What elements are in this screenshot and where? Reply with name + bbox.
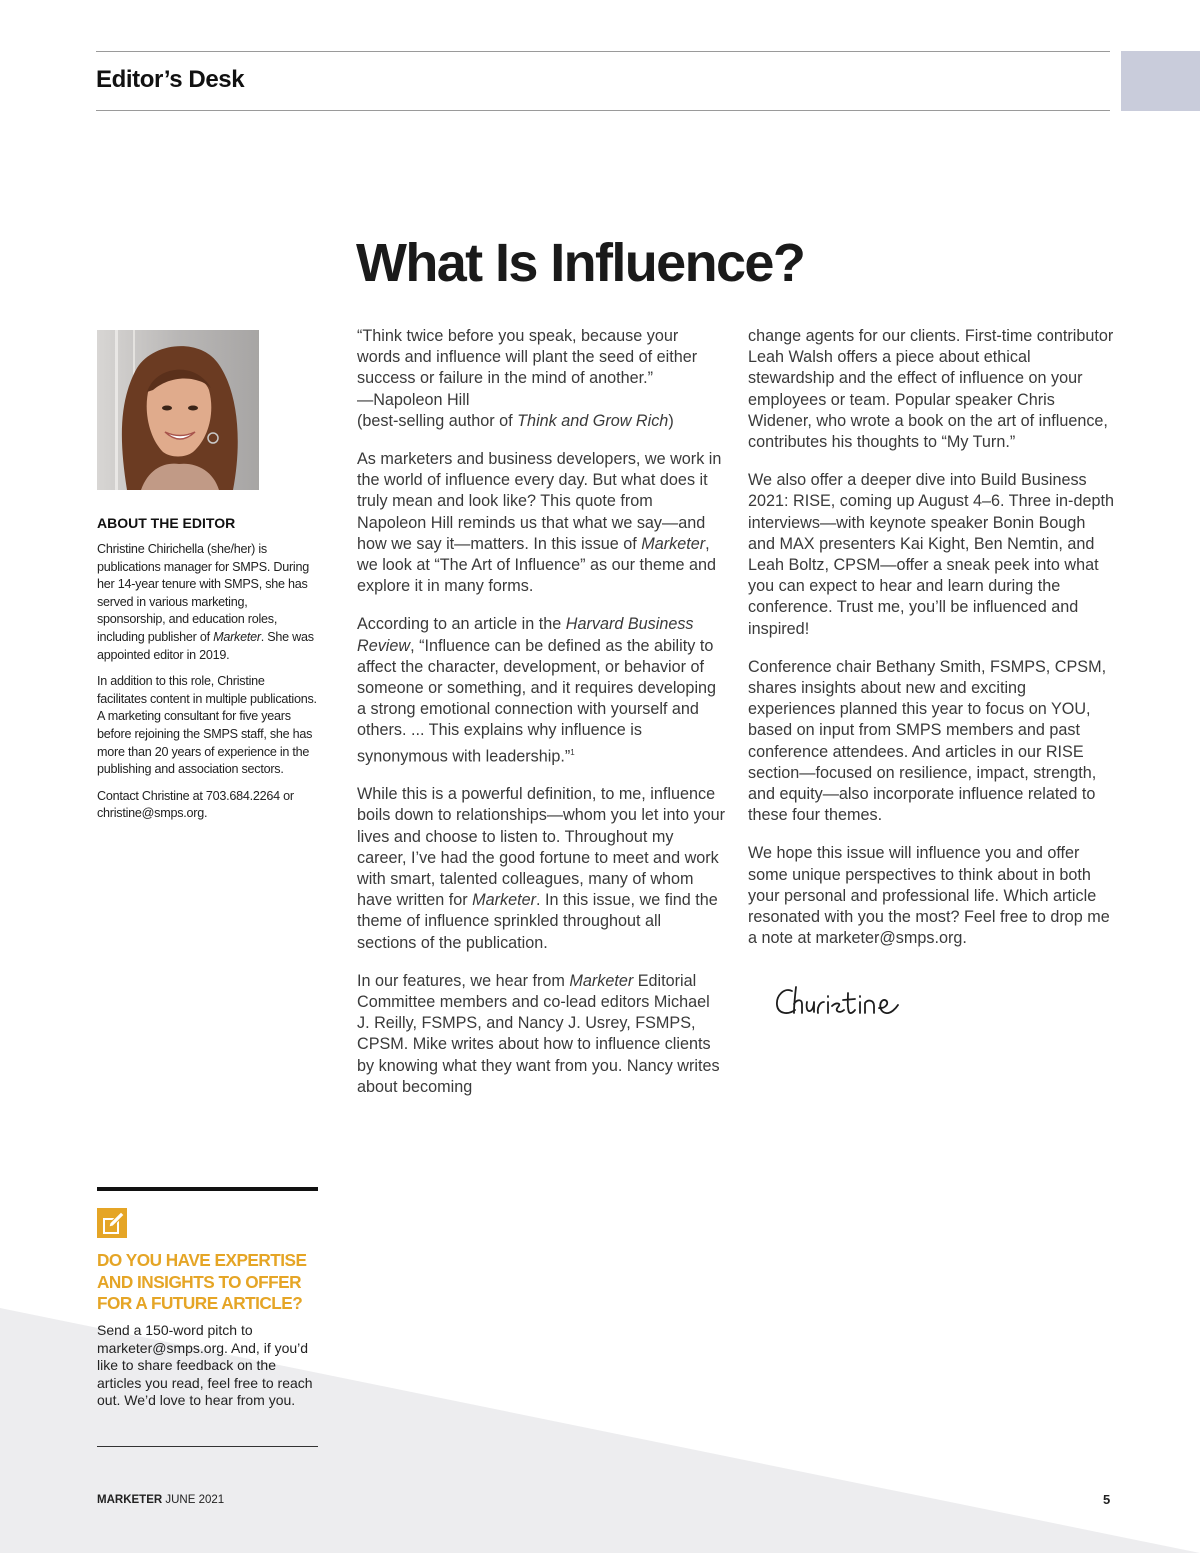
paragraph: While this is a powerful definition, to me, influence boils down to relationships—whom you let into your lives and choose to listen to. Throughout my career, I’ve had the good fortune to meet and work with smart, talented colleagues, many of whom have written for Marketer. In this issue, we find the theme of influence sprinkled throughout all sections of the publication. [357,785,726,952]
article-title: What Is Influence? [356,233,805,293]
footer-publication: MARKETER JUNE 2021 [97,1494,225,1506]
footnote-marker: 1 [570,747,575,757]
pitch-heading: DO YOU HAVE EXPERTISE AND INSIGHTS TO OFFER FOR A FUTURE ARTICLE? [97,1250,307,1313]
paragraph: According to an article in the Harvard Business Review, “Influence can be defined as the ability to affect the character, development, or behavior of someone or something, and it requires developing a strong emotional connection with yourself and others. ... This explains why influence is synonymous with leadership.”$^1$ [357,615,717,766]
pitch-box-rule-bottom [97,1446,318,1447]
section-label: Editor’s Desk [96,66,245,93]
paragraph: Conference chair Bethany Smith, FSMPS, CPSM, shares insights about new and exciting experiences planned this year to focus on YOU, based on input from SMPS members and past conference attendees. And articles in our RISE section—focused on resilience, impact, strength, and equity—also incorporate influence related to these four themes. [748,657,1107,825]
page-number: 5 [1103,1492,1111,1507]
header-rule-bottom [96,110,1110,111]
editor-signature [772,982,912,1022]
pencil-icon [97,1208,127,1238]
article-column-1 [357,326,725,1115]
pitch-box-rule-top [97,1187,318,1191]
header-rule-top [96,51,1110,52]
paragraph: As marketers and business developers, we work in the world of influence every day. But what does it truly mean and look like? This quote from Napoleon Hill reminds us that what we say—and how we say it—matters. In this issue of Marketer, we look at “The Art of Influence” as our theme and explore it in many forms. [357,450,722,596]
editor-photo [97,330,259,490]
epigraph: “Think twice before you speak, because your words and influence will plant the seed of either success or failure in the mind of another.” —Napoleon Hill (best-selling author of Think and Grow Rich) [357,327,698,430]
about-editor-heading: ABOUT THE EDITOR [97,515,236,531]
about-editor-role: In addition to this role, Christine facilitates content in multiple publications. A marketing consultant for five years before rejoining the SMPS staff, she has more than 20 years of experience in the publishing and association sectors. [97,674,317,777]
corner-tab [1121,51,1200,111]
about-editor-bio: Christine Chirichella (she/her) is publications manager for SMPS. During her 14-year tenure with SMPS, she has served in various marketing, sponsorship, and education roles, including publisher of Marketer. She was appointed editor in 2019. [97,542,314,662]
about-editor-contact: Contact Christine at 703.684.2264 or christine@smps.org. [97,788,294,821]
about-editor [97,515,317,832]
paragraph: change agents for our clients. First-time contributor Leah Walsh offers a piece about ethical stewardship and the effect of influence on your employees or team. Popular speaker Chris Widener, who wrote a book on the art of influence, contributes his thoughts to “My Turn.” [748,327,1114,452]
paragraph: We hope this issue will influence you and offer some unique perspectives to think about in both your personal and professional life. Which article resonated with you the most? Feel free to drop me a note at marketer@smps.org. [748,844,1110,948]
article-column-2 [748,326,1116,966]
paragraph: In our features, we hear from Marketer Editorial Committee members and co-lead editors Michael J. Reilly, FSMPS, and Nancy J. Usrey, FSMPS, CPSM. Mike writes about how to influence clients by knowing what they want from you. Nancy writes about becoming [357,971,720,1096]
paragraph: We also offer a deeper dive into Build Business 2021: RISE, coming up August 4–6. Three in-depth interviews—with keynote speaker Bonin Bough and MAX presenters Kai Kight, Ben Nemtin, and Leah Boltz, CPSM—offer a sneak peek into what you can expect to hear and learn during the conference. Trust me, you’ll be influenced and inspired! [748,471,1114,638]
pitch-body: Send a 150-word pitch to marketer@smps.org. And, if you’d like to share feedback on the articles you read, feel free to reach out. We’d love to hear from you. [97,1322,313,1409]
